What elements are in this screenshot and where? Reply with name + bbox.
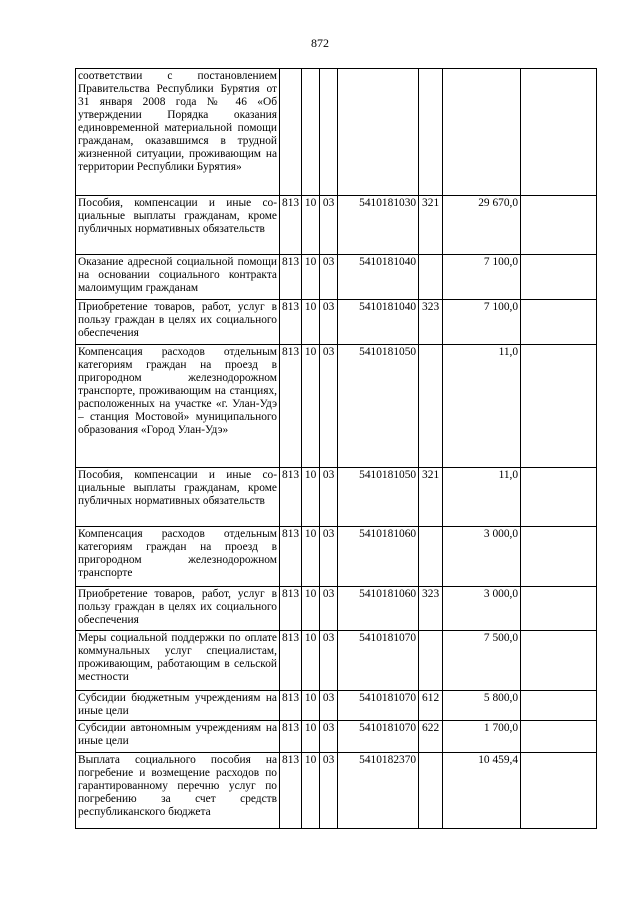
ministry-code: 813 — [280, 631, 302, 691]
subsection-code — [320, 69, 338, 196]
amount: 5 800,0 — [443, 691, 521, 721]
ministry-code: 813 — [280, 300, 302, 345]
row-description: Компенсация расходов отдельным категориям граждан на проезд в пригородном железнодорожном транспорте — [76, 527, 280, 587]
table-row — [76, 587, 597, 631]
extra-column — [521, 631, 597, 691]
extra-column — [521, 527, 597, 587]
table-row — [76, 631, 597, 691]
target-article-code: 5410181070 — [338, 721, 419, 753]
row-description: Выплата социального пособия на погребение и возмещение расходов по гарантированному перечню услуг по погребению за счет средств республиканского бюджета — [76, 753, 280, 829]
target-article-code: 5410181040 — [338, 300, 419, 345]
amount: 7 100,0 — [443, 255, 521, 300]
ministry-code: 813 — [280, 753, 302, 829]
amount: 29 670,0 — [443, 196, 521, 255]
extra-column — [521, 721, 597, 753]
section-code: 10 — [302, 255, 320, 300]
section-code: 10 — [302, 300, 320, 345]
row-description: Оказание адресной социальной помощи на основании социального контракта малоимущим гражданам — [76, 255, 280, 300]
amount: 3 000,0 — [443, 587, 521, 631]
table-row — [76, 255, 597, 300]
ministry-code: 813 — [280, 255, 302, 300]
table-row — [76, 691, 597, 721]
amount: 11,0 — [443, 468, 521, 527]
ministry-code — [280, 69, 302, 196]
expense-type-code: 323 — [419, 587, 443, 631]
extra-column — [521, 468, 597, 527]
subsection-code: 03 — [320, 468, 338, 527]
section-code — [302, 69, 320, 196]
extra-column — [521, 196, 597, 255]
section-code: 10 — [302, 691, 320, 721]
ministry-code: 813 — [280, 691, 302, 721]
expense-type-code — [419, 255, 443, 300]
table-row — [76, 753, 597, 829]
extra-column — [521, 69, 597, 196]
section-code: 10 — [302, 721, 320, 753]
target-article-code: 5410181050 — [338, 468, 419, 527]
budget-table — [75, 68, 597, 829]
expense-type-code: 622 — [419, 721, 443, 753]
target-article-code: 5410181060 — [338, 527, 419, 587]
ministry-code: 813 — [280, 345, 302, 468]
ministry-code: 813 — [280, 468, 302, 527]
section-code: 10 — [302, 631, 320, 691]
amount: 10 459,4 — [443, 753, 521, 829]
expense-type-code — [419, 345, 443, 468]
target-article-code: 5410181030 — [338, 196, 419, 255]
subsection-code: 03 — [320, 255, 338, 300]
expense-type-code — [419, 753, 443, 829]
target-article-code: 5410181070 — [338, 631, 419, 691]
amount: 3 000,0 — [443, 527, 521, 587]
section-code: 10 — [302, 196, 320, 255]
row-description: Субсидии автономным учреждениям на иные цели — [76, 721, 280, 753]
extra-column — [521, 300, 597, 345]
row-description: Приобретение товаров, работ, услуг в пользу граждан в целях их социального обеспечения — [76, 300, 280, 345]
amount: 11,0 — [443, 345, 521, 468]
subsection-code: 03 — [320, 631, 338, 691]
extra-column — [521, 345, 597, 468]
section-code: 10 — [302, 345, 320, 468]
row-description: Меры социальной поддержки по оплате коммунальных услуг специалистам, проживающим, работающим в сельской местности — [76, 631, 280, 691]
extra-column — [521, 587, 597, 631]
table-row — [76, 300, 597, 345]
expense-type-code — [419, 69, 443, 196]
expense-type-code — [419, 527, 443, 587]
target-article-code: 5410181070 — [338, 691, 419, 721]
target-article-code: 5410181050 — [338, 345, 419, 468]
subsection-code: 03 — [320, 753, 338, 829]
row-description: Компенсация расходов отдельным категориям граждан на проезд в пригородном железнодорожном транспорте, проживающим на станциях, расположенных на участке «г. Улан-Удэ – станция Мостовой» муниципального образования «Город Улан-Удэ» — [76, 345, 280, 468]
ministry-code: 813 — [280, 721, 302, 753]
subsection-code: 03 — [320, 345, 338, 468]
row-description: Пособия, компенсации и иные социальные выплаты гражданам, кроме публичных нормативных обязательств — [76, 468, 280, 527]
amount: 7 100,0 — [443, 300, 521, 345]
subsection-code: 03 — [320, 527, 338, 587]
section-code: 10 — [302, 753, 320, 829]
table-row — [76, 721, 597, 753]
table-row — [76, 527, 597, 587]
subsection-code: 03 — [320, 691, 338, 721]
target-article-code — [338, 69, 419, 196]
row-description: соответствии с постановлением Правительства Республики Бурятия от 31 января 2008 года № 46 «Об утверждении Порядка оказания единовременной материальной помощи гражданам, оказавшимся в трудной жизненной ситуации, проживающим на территории Республики Бурятия» — [76, 69, 280, 196]
section-code: 10 — [302, 527, 320, 587]
table-row — [76, 196, 597, 255]
amount — [443, 69, 521, 196]
amount: 7 500,0 — [443, 631, 521, 691]
table-row — [76, 468, 597, 527]
section-code: 10 — [302, 468, 320, 527]
amount: 1 700,0 — [443, 721, 521, 753]
subsection-code: 03 — [320, 587, 338, 631]
table-row — [76, 69, 597, 196]
expense-type-code: 612 — [419, 691, 443, 721]
subsection-code: 03 — [320, 196, 338, 255]
ministry-code: 813 — [280, 587, 302, 631]
page-number: 872 — [311, 36, 329, 50]
extra-column — [521, 753, 597, 829]
target-article-code: 5410182370 — [338, 753, 419, 829]
subsection-code: 03 — [320, 721, 338, 753]
expense-type-code: 321 — [419, 196, 443, 255]
expense-type-code: 323 — [419, 300, 443, 345]
ministry-code: 813 — [280, 527, 302, 587]
expense-type-code: 321 — [419, 468, 443, 527]
row-description: Пособия, компенсации и иные социальные выплаты гражданам, кроме публичных нормативных обязательств — [76, 196, 280, 255]
row-description: Субсидии бюджетным учреждениям на иные цели — [76, 691, 280, 721]
target-article-code: 5410181060 — [338, 587, 419, 631]
ministry-code: 813 — [280, 196, 302, 255]
target-article-code: 5410181040 — [338, 255, 419, 300]
extra-column — [521, 691, 597, 721]
expense-type-code — [419, 631, 443, 691]
section-code: 10 — [302, 587, 320, 631]
subsection-code: 03 — [320, 300, 338, 345]
table-row — [76, 345, 597, 468]
row-description: Приобретение товаров, работ, услуг в пользу граждан в целях их социального обеспечения — [76, 587, 280, 631]
extra-column — [521, 255, 597, 300]
